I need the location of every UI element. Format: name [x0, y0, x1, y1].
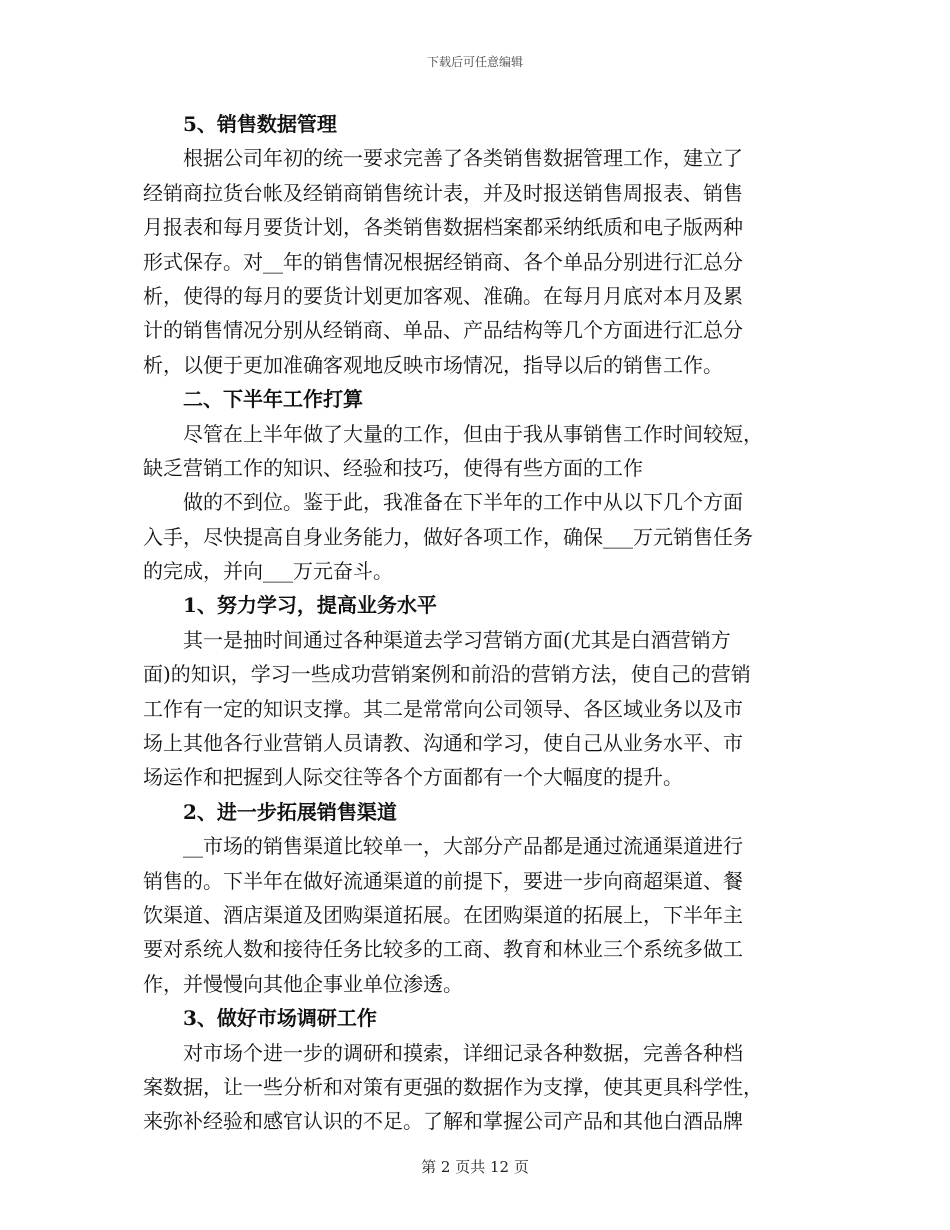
document-body — [143, 107, 815, 1139]
paragraph-line: 析，使得的每月的要货计划更加客观、准确。在每月月底对本月及累 — [143, 283, 743, 308]
paragraph-line: 场运作和把握到人际交往等各个方面都有一个大幅度的提升。 — [143, 765, 683, 790]
paragraph-line: 要对系统人数和接待任务比较多的工商、教育和林业三个系统多做工 — [143, 937, 743, 962]
section-heading: 1、努力学习，提高业务水平 — [183, 593, 437, 618]
page-header-note: 下载后可任意编辑 — [426, 55, 523, 69]
paragraph-line: 月报表和每月要货计划，各类销售数据档案都采纳纸质和电子版两种 — [143, 215, 743, 240]
page-footer: 第 2 页共 12 页 — [421, 1158, 529, 1176]
paragraph-line: 来弥补经验和感官认识的不足。了解和掌握公司产品和其他白酒品牌 — [143, 1109, 743, 1134]
paragraph-line: 案数据，让一些分析和对策有更强的数据作为支撑，使其更具科学性， — [143, 1074, 763, 1099]
paragraph-line: 的完成，并向___万元奋斗。 — [143, 559, 393, 584]
paragraph-line: 场上其他各行业营销人员请教、沟通和学习，使自己从业务水平、市 — [143, 731, 743, 756]
paragraph-line: 尽管在上半年做了大量的工作，但由于我从事销售工作时间较短， — [183, 421, 763, 446]
paragraph-line: 计的销售情况分别从经销商、单品、产品结构等几个方面进行汇总分 — [143, 318, 743, 343]
paragraph-line: 销售的。下半年在做好流通渠道的前提下，要进一步向商超渠道、餐 — [143, 868, 743, 893]
paragraph-line: 做的不到位。鉴于此，我准备在下半年的工作中从以下几个方面 — [183, 490, 743, 515]
paragraph-line: 析，以便于更加准确客观地反映市场情况，指导以后的销售工作。 — [143, 352, 723, 377]
paragraph-line: 其一是抽时间通过各种渠道去学习营销方面(尤其是白酒营销方 — [183, 627, 731, 652]
paragraph-line: 作，并慢慢向其他企事业单位渗透。 — [143, 971, 463, 996]
section-heading: 2、进一步拓展销售渠道 — [183, 799, 397, 824]
section-heading: 二、下半年工作打算 — [183, 387, 363, 412]
paragraph-line: 饮渠道、酒店渠道及团购渠道拓展。在团购渠道的拓展上，下半年主 — [143, 902, 743, 927]
paragraph-line: 根据公司年初的统一要求完善了各类销售数据管理工作，建立了 — [183, 146, 743, 171]
paragraph-line: 工作有一定的知识支撑。其二是常常向公司领导、各区域业务以及市 — [143, 696, 743, 721]
section-heading: 5、销售数据管理 — [183, 112, 337, 136]
paragraph-line: 形式保存。对__年的销售情况根据经销商、各个单品分别进行汇总分 — [143, 249, 743, 274]
paragraph-line: 缺乏营销工作的知识、经验和技巧，使得有些方面的工作 — [143, 455, 643, 480]
paragraph-line: __市场的销售渠道比较单一，大部分产品都是通过流通渠道进行 — [183, 834, 743, 859]
section-heading: 3、做好市场调研工作 — [183, 1006, 377, 1031]
paragraph-line: 经销商拉货台帐及经销商销售统计表，并及时报送销售周报表、销售 — [143, 180, 743, 205]
paragraph-line: 入手，尽快提高自身业务能力，做好各项工作，确保___万元销售任务 — [143, 524, 753, 549]
paragraph-line: 对市场个进一步的调研和摸索，详细记录各种数据，完善各种档 — [183, 1040, 743, 1065]
paragraph-line: 面)的知识，学习一些成功营销案例和前沿的营销方法，使自己的营销 — [143, 662, 751, 687]
